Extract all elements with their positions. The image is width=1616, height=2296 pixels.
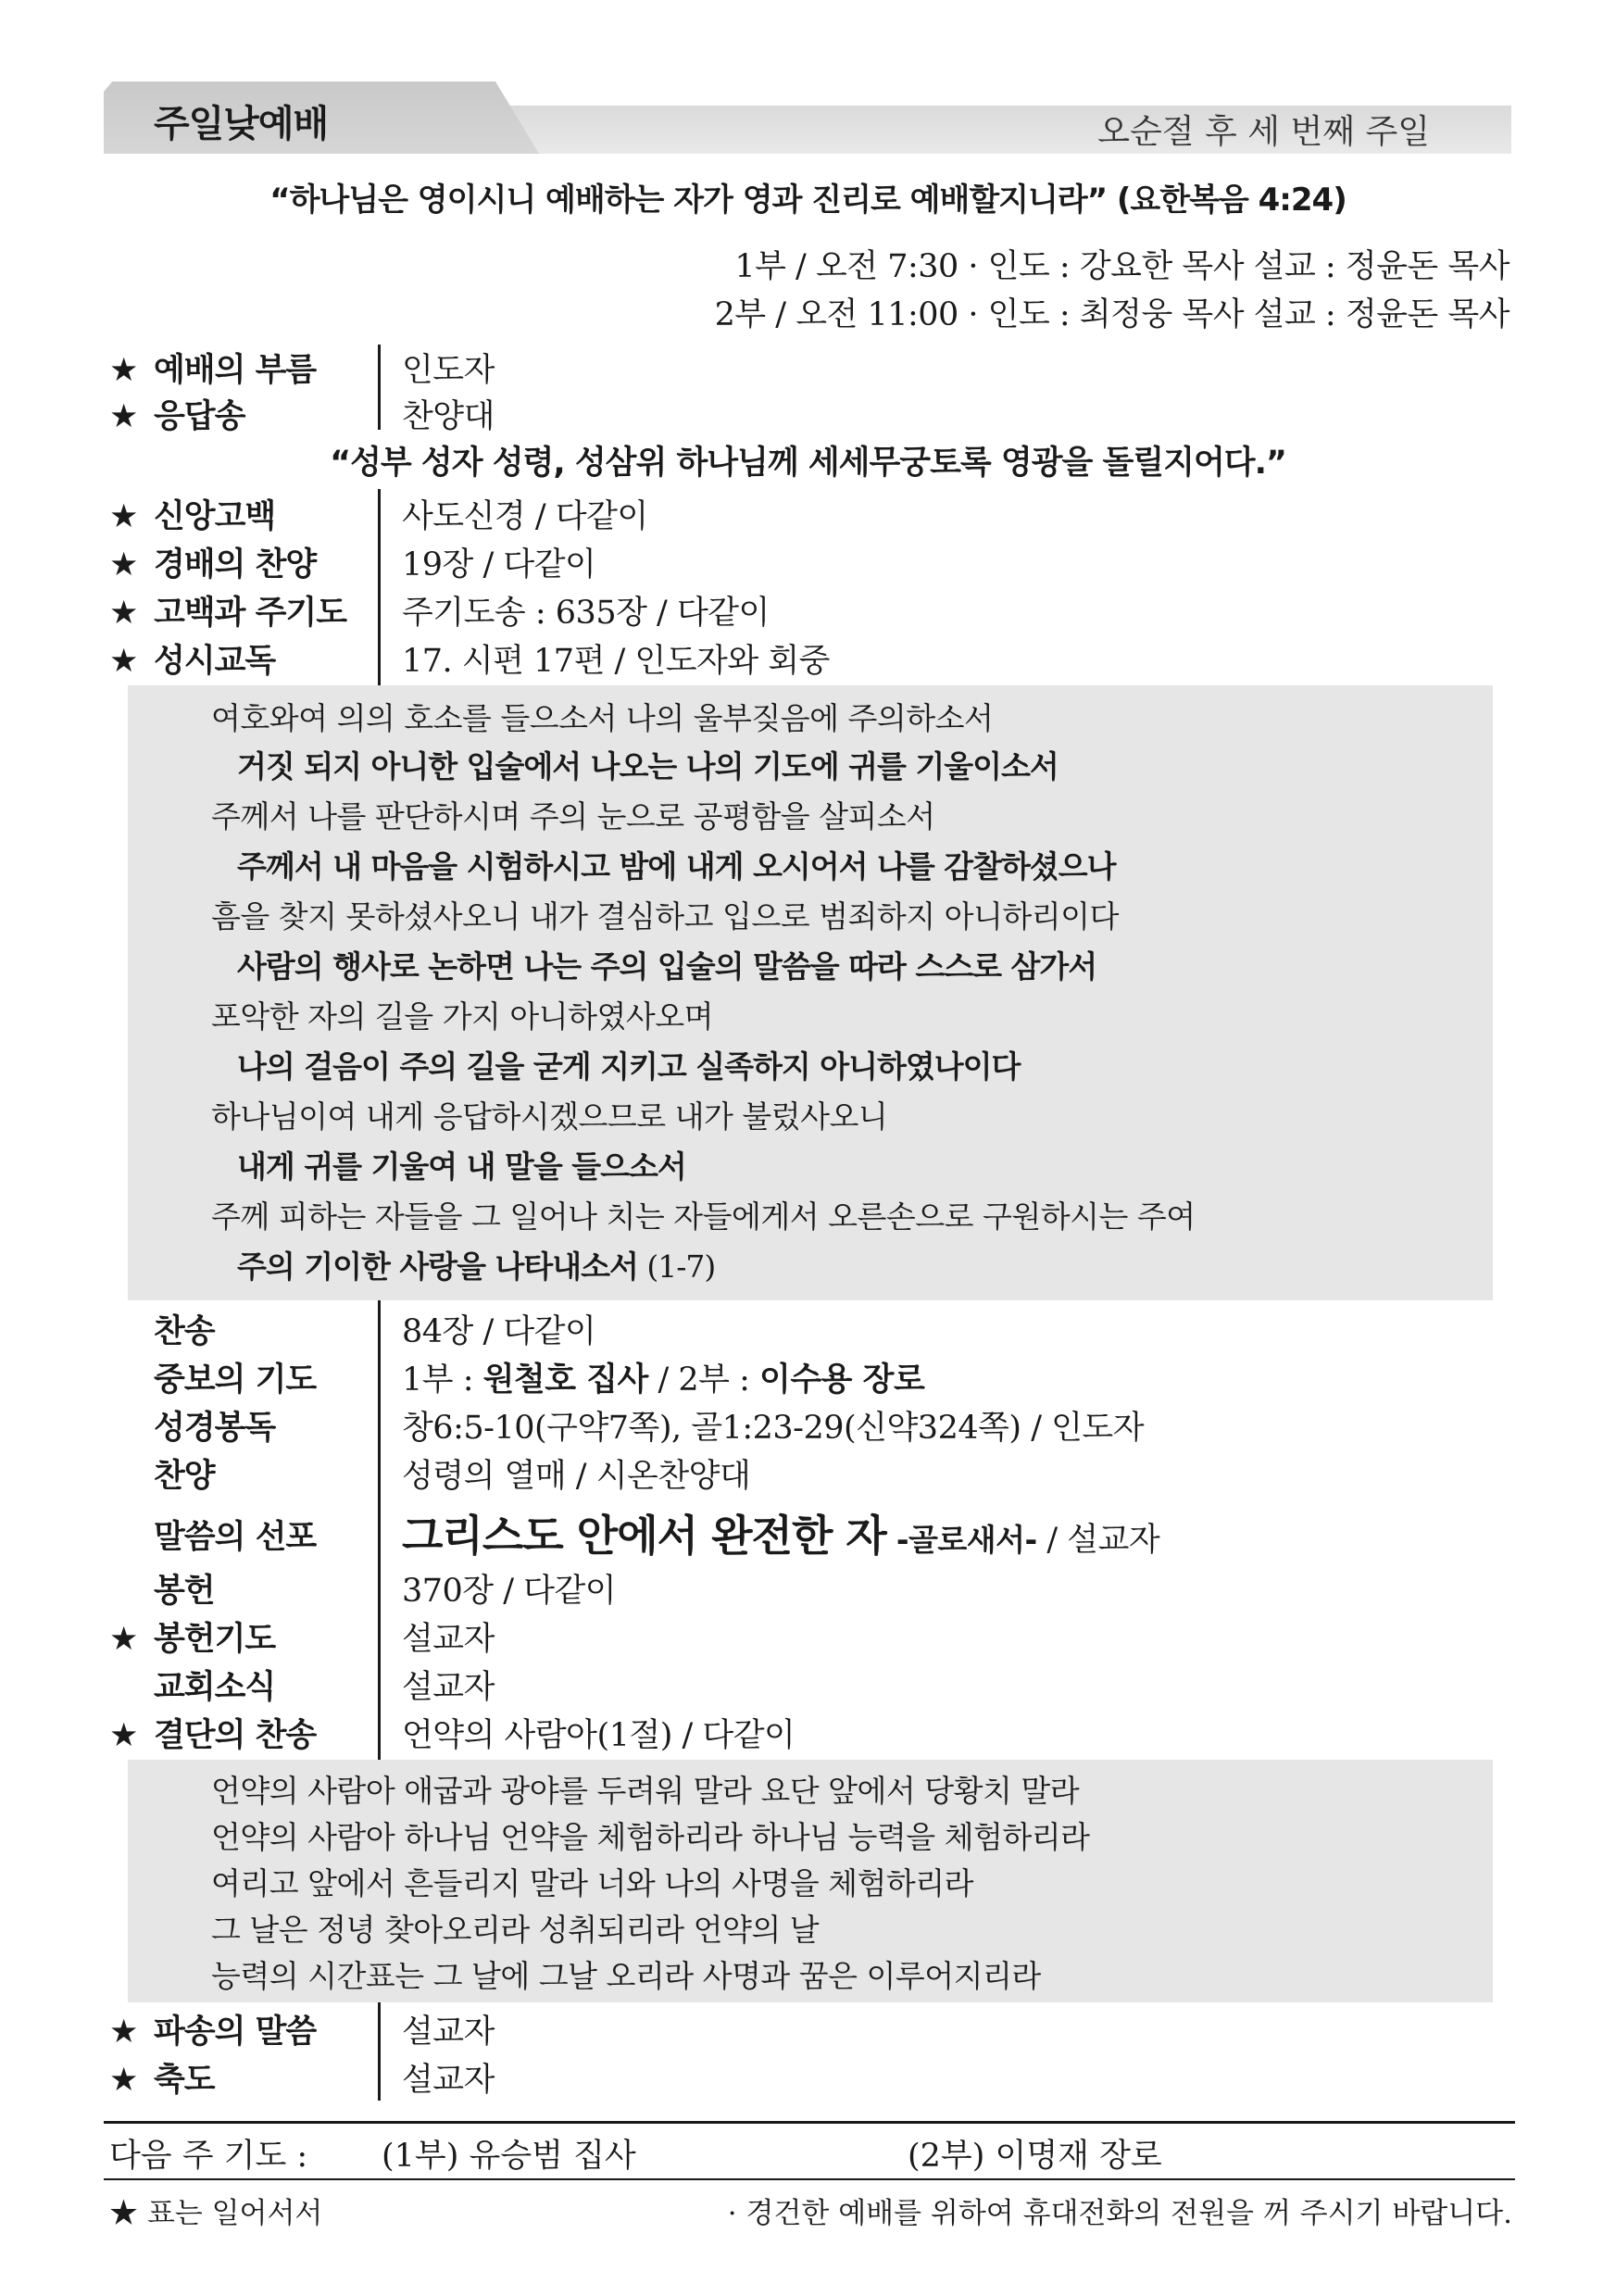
order-value: 설교자	[402, 2062, 495, 2099]
order-value: 370장 / 다같이	[402, 1573, 617, 1610]
service-1-info: 1부 / 오전 7:30 · 인도 : 강요한 목사 설교 : 정윤돈 목사	[734, 248, 1510, 285]
order-label: 찬송	[154, 1313, 215, 1350]
order-label: 말씀의 선포	[154, 1519, 317, 1556]
order-item-benediction	[109, 2052, 1508, 2101]
order-value: 19장 / 다같이	[402, 546, 596, 583]
footer-rule-bottom	[104, 2178, 1515, 2180]
order-label: 찬양	[154, 1458, 215, 1495]
order-label: 축도	[154, 2062, 215, 2099]
standing-star-icon: ★	[109, 498, 138, 535]
section-title: 주일낮예배	[154, 103, 329, 145]
hymn-line: 언약의 사람아 애굽과 광야를 두려워 말라 요단 앞에서 당황치 말라	[211, 1773, 1080, 1809]
order-value: 찬양대	[402, 398, 495, 435]
order-label: 신앙고백	[154, 498, 276, 535]
order-value	[402, 1502, 1159, 1563]
order-item-lords-prayer	[109, 585, 1508, 634]
order-value: 17. 시편 17편 / 인도자와 회중	[402, 643, 830, 680]
order-item-response	[109, 389, 1508, 437]
order-label: 예배의 부름	[154, 352, 317, 389]
order-value	[402, 1354, 924, 1400]
order-label: 성시교독	[154, 643, 276, 680]
order-item-church-news	[109, 1660, 1508, 1708]
order-item-offering	[109, 1563, 1508, 1612]
intercessor-2: 이수용 장로	[759, 1361, 925, 1399]
order-value: 주기도송 : 635장 / 다같이	[402, 595, 770, 632]
next-prayer-label: 다음 주 기도 :	[109, 2138, 308, 2175]
sermon-title: 그리스도 안에서 완전한 자	[402, 1511, 886, 1561]
order-value: 인도자	[402, 352, 495, 389]
hymn-line: 능력의 시간표는 그 날에 그날 오리라 사명과 꿈은 이루어지리라	[211, 1958, 1041, 1994]
hymn-line: 언약의 사람아 하나님 언약을 체험하리라 하나님 능력을 체험하리라	[211, 1819, 1090, 1855]
psalm-line-leader: 하나님이여 내게 응답하시겠으므로 내가 불렀사오니	[211, 1098, 888, 1135]
order-item-anthem	[109, 1449, 1508, 1497]
phone-note: · 경건한 예배를 위하여 휴대전화의 전원을 꺼 주시기 바랍니다.	[727, 2197, 1512, 2230]
order-item-intercession	[109, 1352, 1508, 1400]
sermon-book: -골로새서-	[885, 1522, 1037, 1558]
order-item-hymn	[109, 1304, 1508, 1352]
order-value: 창6:5-10(구약7쪽), 골1:23-29(신약324쪽) / 인도자	[402, 1410, 1145, 1447]
theme-verse: “하나님은 영이시니 예배하는 자가 영과 진리로 예배할지니라” (요한복음 4:24)	[269, 182, 1347, 219]
sermon-preacher: / 설교자	[1036, 1522, 1160, 1559]
order-value: 사도신경 / 다같이	[402, 498, 648, 535]
footer-rule-top	[104, 2121, 1515, 2124]
hymn-line: 여리고 앞에서 흔들리지 말라 너와 나의 사명을 체험하리라	[211, 1865, 973, 1901]
psalm-line-congregation: 거짓 되지 아니한 입술에서 나오는 나의 기도에 귀를 기울이소서	[237, 748, 1059, 784]
liturgical-week: 오순절 후 세 번째 주일	[1097, 113, 1430, 151]
psalm-line-congregation: 주께서 내 마음을 시험하시고 밤에 내게 오시어서 나를 감찰하셨으나	[237, 848, 1116, 885]
service-1-prefix: 1부 :	[402, 1361, 483, 1399]
next-prayer-service-2: (2부) 이명재 장로	[908, 2138, 1162, 2175]
next-prayer-service-1: (1부) 유승범 집사	[382, 2138, 636, 2175]
intercessor-1: 원철호 집사	[482, 1361, 648, 1399]
standing-star-icon: ★	[109, 1621, 138, 1658]
standing-star-icon: ★	[109, 398, 138, 435]
order-label: 경배의 찬양	[154, 546, 317, 583]
order-label: 봉헌	[154, 1573, 215, 1610]
order-item-responsive-reading	[109, 634, 1508, 682]
psalm-line-leader: 주께서 나를 판단하시며 주의 눈으로 공평함을 살피소서	[211, 798, 935, 834]
section-header	[104, 82, 1511, 156]
psalm-line-leader: 주께 피하는 자들을 그 일어나 치는 자들에게서 오른손으로 구원하시는 주여	[211, 1198, 1196, 1235]
psalm-line-congregation: 내게 귀를 기울여 내 말을 들으소서	[237, 1148, 686, 1185]
order-value: 설교자	[402, 1669, 495, 1706]
psalm-line-leader: 흠을 찾지 못하셨사오니 내가 결심하고 입으로 범죄하지 아니하리이다	[211, 898, 1119, 935]
order-label: 중보의 기도	[154, 1361, 317, 1399]
order-item-sermon	[109, 1502, 1508, 1562]
order-label: 파송의 말씀	[154, 2014, 317, 2051]
standing-star-icon: ★	[109, 643, 138, 680]
order-label: 봉헌기도	[154, 1621, 276, 1658]
order-item-praise	[109, 537, 1508, 585]
order-item-sending	[109, 2004, 1508, 2052]
hymn-line: 그 날은 정녕 찾아오리라 성취되리라 언약의 날	[211, 1912, 820, 1948]
order-item-scripture-reading	[109, 1400, 1508, 1449]
psalm-reference: (1-7)	[637, 1248, 716, 1285]
standing-star-icon: ★	[109, 2062, 138, 2099]
order-label: 응답송	[154, 398, 245, 435]
psalm-line-leader: 여호와여 의의 호소를 들으소서 나의 울부짖음에 주의하소서	[211, 700, 994, 736]
order-label: 고백과 주기도	[154, 595, 347, 632]
psalm-line-congregation: 나의 걸음이 주의 길을 굳게 지키고 실족하지 아니하였나이다	[237, 1048, 1021, 1085]
order-value: 성령의 열매 / 시온찬양대	[402, 1458, 751, 1495]
order-item-decision-hymn	[109, 1708, 1508, 1756]
order-value: 설교자	[402, 2014, 495, 2051]
standing-star-icon: ★	[109, 595, 138, 632]
psalm-line-leader: 포악한 자의 길을 가지 아니하였사오며	[211, 998, 714, 1035]
order-label: 성경봉독	[154, 1410, 276, 1447]
psalm-line-text: 주의 기이한 사랑을 나타내소서	[237, 1248, 638, 1285]
psalm-line-congregation	[237, 1243, 715, 1286]
order-label: 교회소식	[154, 1669, 276, 1706]
order-item-creed	[109, 489, 1508, 537]
order-item-call-to-worship	[109, 343, 1508, 391]
standing-star-icon: ★	[109, 352, 138, 389]
doxology: “성부 성자 성령, 성삼위 하나님께 세세무궁토록 영광을 돌릴지어다.”	[330, 445, 1286, 482]
standing-star-icon: ★	[109, 546, 138, 583]
order-value: 84장 / 다같이	[402, 1313, 596, 1350]
order-value: 언약의 사람아(1절) / 다같이	[402, 1717, 795, 1754]
standing-star-icon: ★	[109, 2014, 138, 2051]
order-item-offering-prayer	[109, 1612, 1508, 1660]
order-label: 결단의 찬송	[154, 1717, 317, 1754]
order-value: 설교자	[402, 1621, 495, 1658]
standing-note: ★ 표는 일어서서	[109, 2197, 323, 2230]
service-2-prefix: / 2부 :	[647, 1361, 760, 1399]
psalm-line-congregation: 사람의 행사로 논하면 나는 주의 입술의 말씀을 따라 스스로 삼가서	[237, 948, 1097, 985]
standing-star-icon: ★	[109, 1717, 138, 1754]
service-2-info: 2부 / 오전 11:00 · 인도 : 최정웅 목사 설교 : 정윤돈 목사	[714, 296, 1510, 333]
